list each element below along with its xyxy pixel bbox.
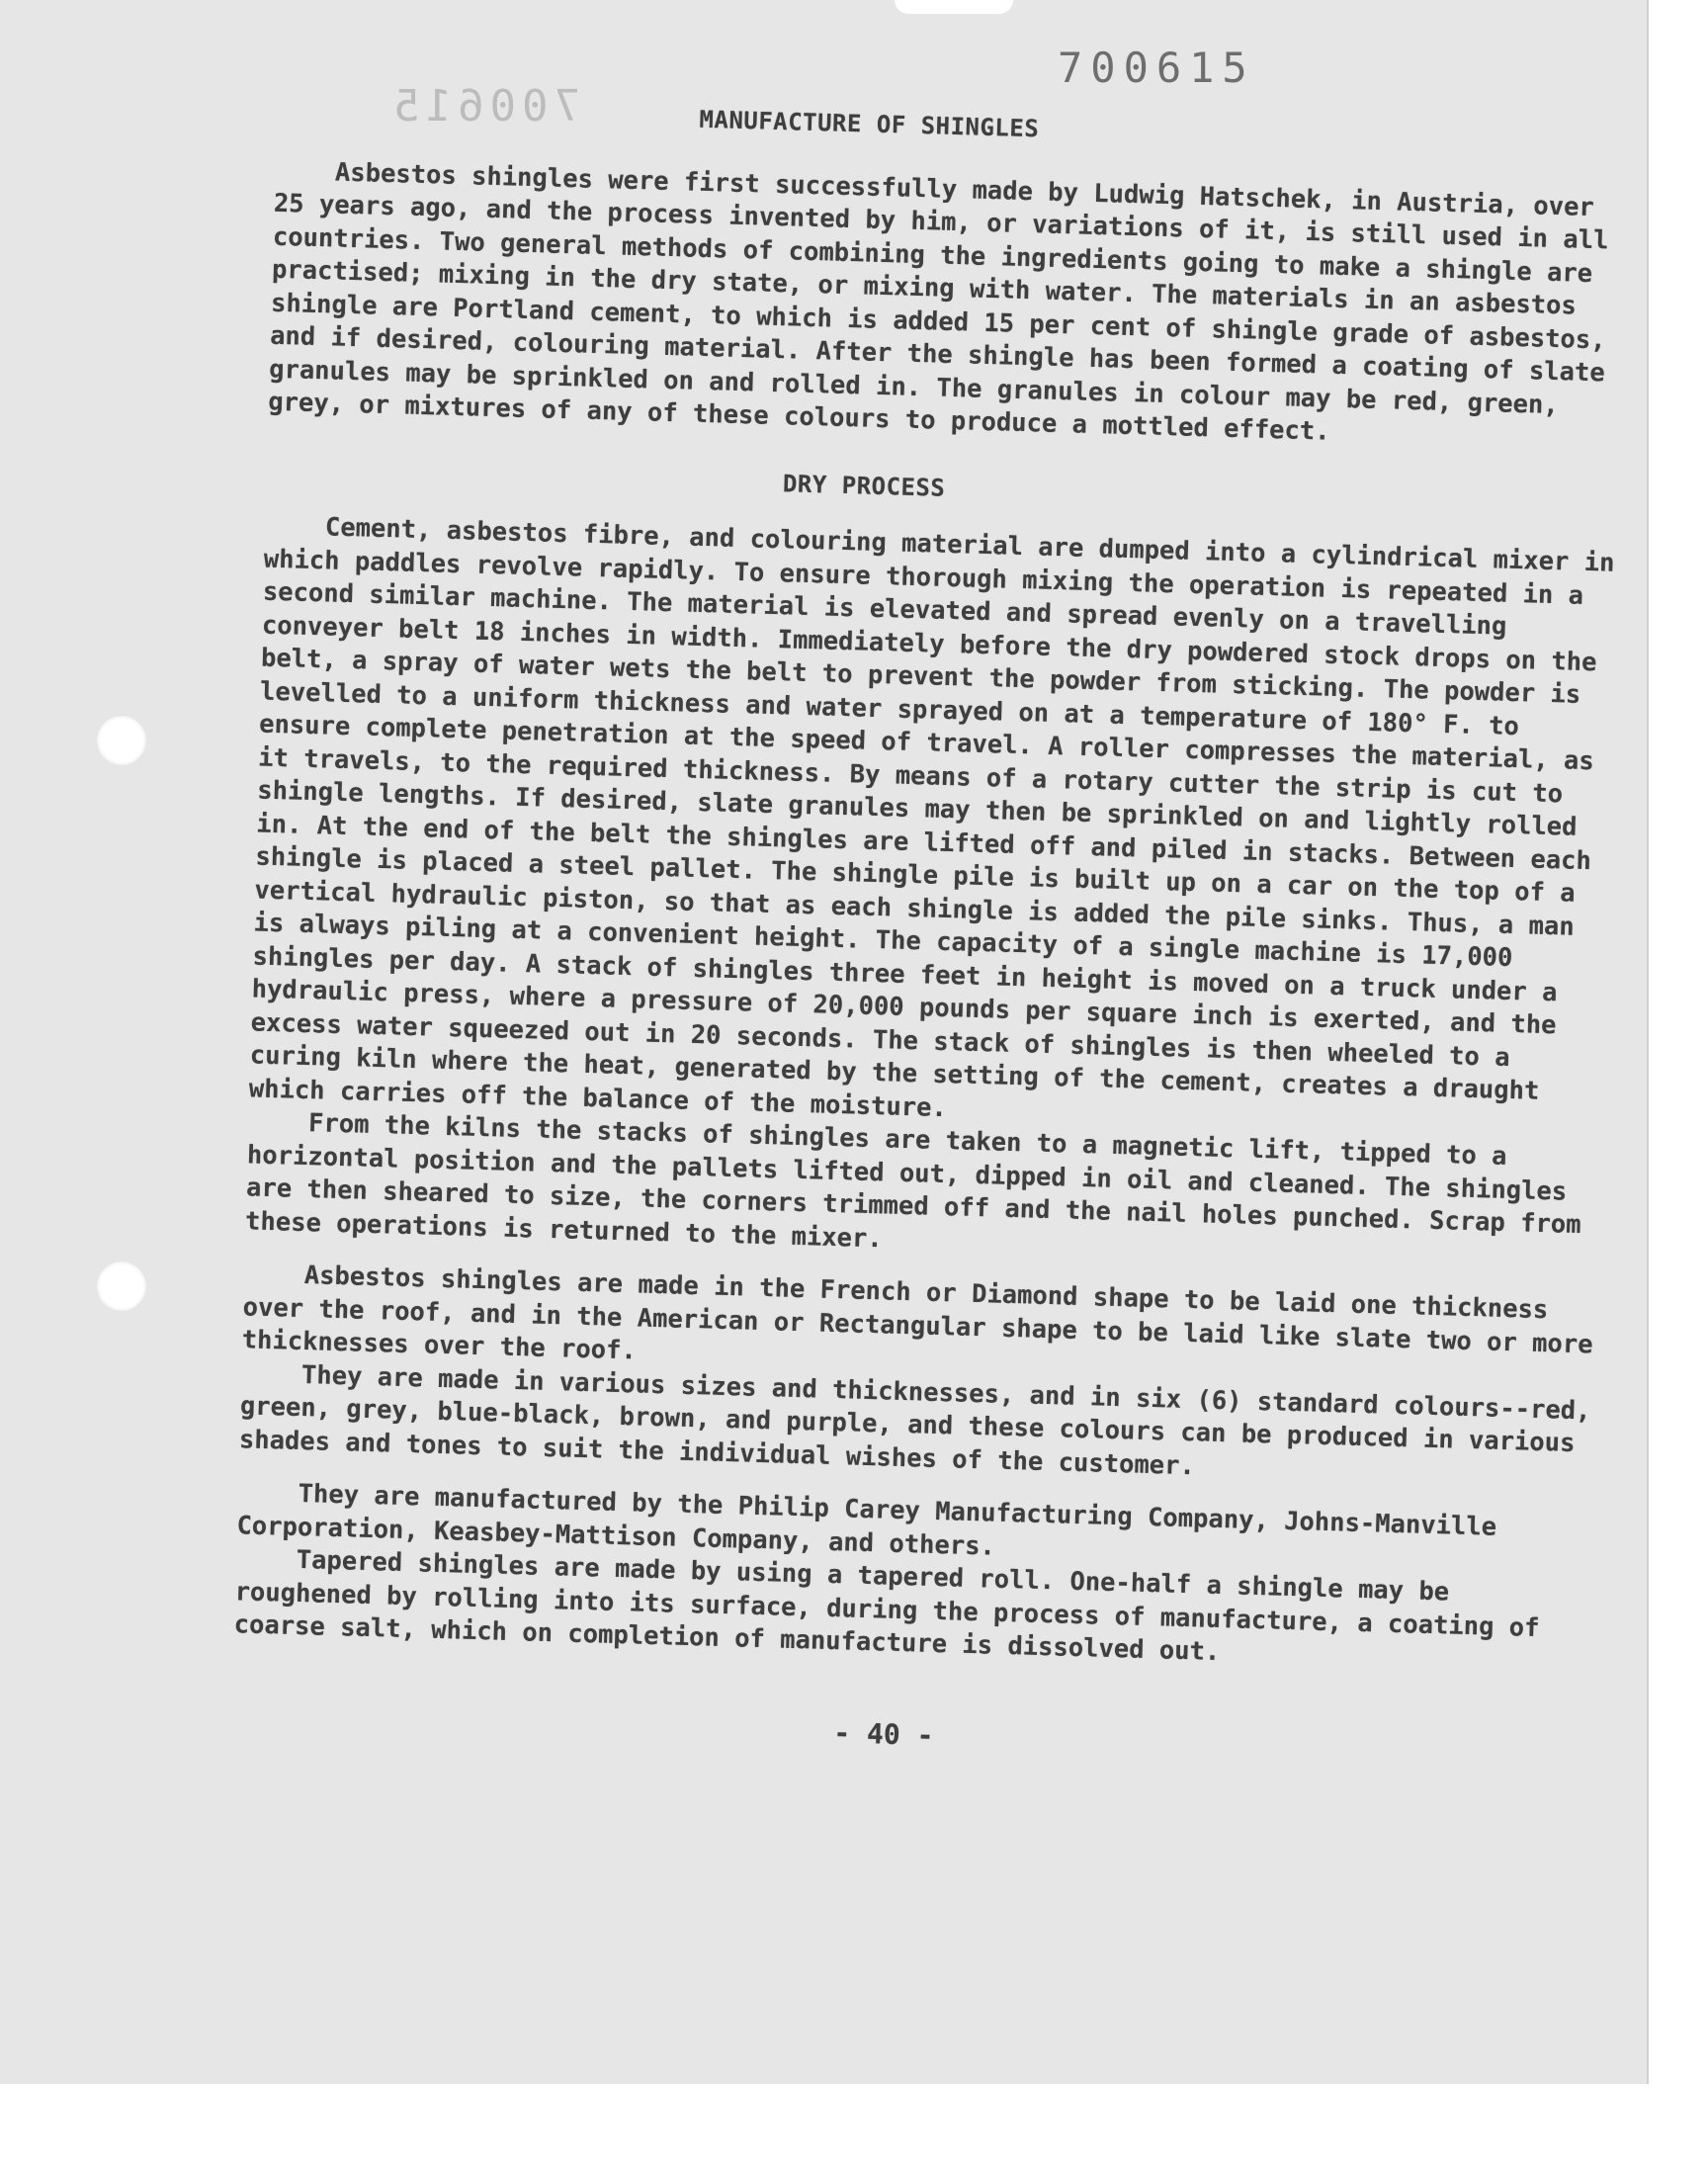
punch-hole-top [97,716,146,765]
bleed-through-number: 700615 [387,81,580,131]
page-number: - 40 - [832,1715,934,1752]
intro-paragraph: Asbestos shingles were first successfully made by Ludwig Hatschek, in Austria, over 25 years ago, and the process invented by him, or variations of it, is still used in all countries. Two general methods of combining the ingredients going to make a shingle are practised; mixing in the dry state, or mixing with water. The materials in an asbestos shingle are Portland cement, to which is added 15 per cent of shingle grade of asbestos, and if desired, colouring material. After the shingle has been formed a coating of slate granules may be sprinkled on and rolled in. The granules in colour may be red, green, grey, or mixtures of any of these colours to produce a mottled effect. [267,156,1609,447]
kiln-paragraph: From the kilns the stacks of shingles are taken to a magnetic lift, tipped to a horizontal position and the pallets lifted out, dipped in oil and cleaned. The shingles are then sheared to size, the corners trimmed off and the nail holes punched. Scrap from these operations is returned to the mixer. [244,1108,1582,1254]
section-heading: DRY PROCESS [782,469,946,502]
colours-paragraph: They are made in various sizes and thicknesses, and in six (6) standard colours--red, green, grey, blue-black, brown, and purple, and these colours can be produced in various shades and tones to suit the individual wishes of the customer. [238,1359,1591,1481]
dry-process-paragraph: Cement, asbestos fibre, and colouring material are dumped into a cylindrical mixer in which paddles revolve rapidly. To ensure thorough mixing the operation is repeated in a second similar machine. The material is elevated and spread evenly on a travelling conveyer belt 18 inches in width. Immediately before the dry powdered stock drops on the belt, a spray of water wets the belt to prevent the powder from sticking. The powder is levelled to a uniform thickness and water sprayed on at a temperature of 180° F. to ensure complete penetration at the speed of travel. A roller compresses the material, as it travels, to the required thickness. By means of a rotary cutter the strip is cut to shingle lengths. If desired, slate granules may then be sprinkled on and lightly rolled in. At the end of the belt the shingles are lifted off and piled in stacks. Between each shingle is placed a steel pallet. The shingle pile is built up on a car on the top of a vertical hydraulic piston, so that as each shingle is added the pile sinks. Thus, a man is always piling at a convenient height. The capacity of a single machine is 17,000 shingles per day. A stack of shingles three feet in height is moved on a truck under a hydraulic press, where a pressure of 20,000 pounds per square inch is exerted, and the excess water squeezed out in 20 seconds. The stack of shingles is then wheeled to a curing kiln where the heat, generated by the setting of the cement, creates a draught which carries off the balance of the moisture. [248,512,1615,1123]
folder-tab-notch [895,0,1013,14]
punch-hole-bottom [97,1262,146,1311]
page-title: MANUFACTURE OF SHINGLES [699,105,1040,143]
manufacturers-paragraph: They are manufactured by the Philip Carey Manufacturing Company, Johns-Manville Corporation, Keasbey-Mattison Company, and others. [236,1478,1497,1562]
typed-page [231,80,1641,1771]
document-number: 700615 [1058,44,1255,92]
shapes-paragraph: Asbestos shingles are made in the French or Diamond shape to be laid one thickness over the roof, and in the American or Rectangular shape to be laid like slate two or more thicknesses over the roof. [241,1261,1593,1366]
tapered-paragraph: Tapered shingles are made by using a tapered roll. One-half a shingle may be roughened by rolling into its surface, during the process of manufacture, a coating of coarse salt, which on completion of manufacture is dissolved out. [233,1544,1540,1668]
